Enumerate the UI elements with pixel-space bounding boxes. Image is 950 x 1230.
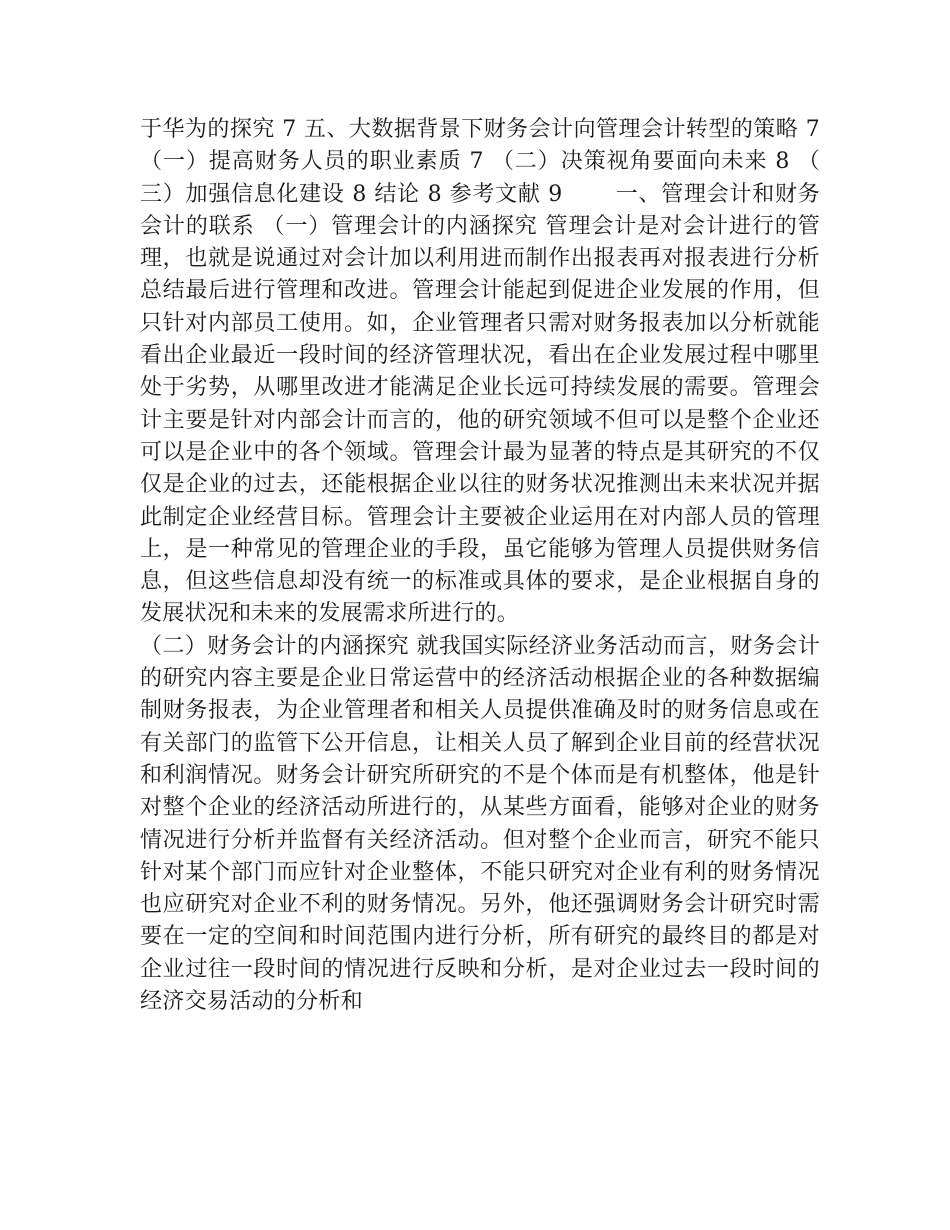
body-paragraph-2: （二）财务会计的内涵探究 就我国实际经济业务活动而言，财务会计的研究内容主要是企业日常运营中的经济活动根据企业的各种数据编制财务报表，为企业管理者和相关人员提供准确及时的财务信息或在有关部门的监管下公开信息，让相关人员了解到企业目前的经营状况和利润情况。财务会计研究所研究的不是个体而是有机整体，他是针对整个企业的经济活动所进行的，从某些方面看，能够对企业的财务情况进行分析并监督有关经济活动。但对整个企业而言，研究不能只针对某个部门而应针对企业整体，不能只研究对企业有利的财务情况也应研究对企业不利的财务情况。另外，他还强调财务会计研究时需要在一定的空间和时间范围内进行分析，所有研究的最终目的都是对企业过往一段时间的情况进行反映和分析，是对企业过去一段时间的经济交易活动的分析和 (140, 633, 820, 1015)
document-page (140, 114, 820, 1018)
body-paragraph-1: 于华为的探究 7 五、大数据背景下财务会计向管理会计转型的策略 7 （一）提高财务人员的职业素质 7 （二）决策视角要面向未来 8 （三）加强信息化建设 8 结论 8 参考文献 9 一、管理会计和财务会计的联系 （一）管理会计的内涵探究 管理会计是对会计进行的管理，也就是说通过对会计加以利用进而制作出报表再对报表进行分析总结最后进行管理和改进。管理会计能起到促进企业发展的作用，但只针对内部员工使用。如，企业管理者只需对财务报表加以分析就能看出企业最近一段时间的经济管理状况，看出在企业发展过程中哪里处于劣势，从哪里改进才能满足企业长远可持续发展的需要。管理会计主要是针对内部会计而言的，他的研究领域不但可以是整个企业还可以是企业中的各个领域。管理会计最为显著的特点是其研究的不仅仅是企业的过去，还能根据企业以往的财务状况推测出未来状况并据此制定企业经营目标。管理会计主要被企业运用在对内部人员的管理上，是一种常见的管理企业的手段，虽它能够为管理人员提供财务信息，但这些信息却没有统一的标准或具体的要求，是企业根据自身的发展状况和未来的发展需求所进行的。 (140, 117, 820, 627)
